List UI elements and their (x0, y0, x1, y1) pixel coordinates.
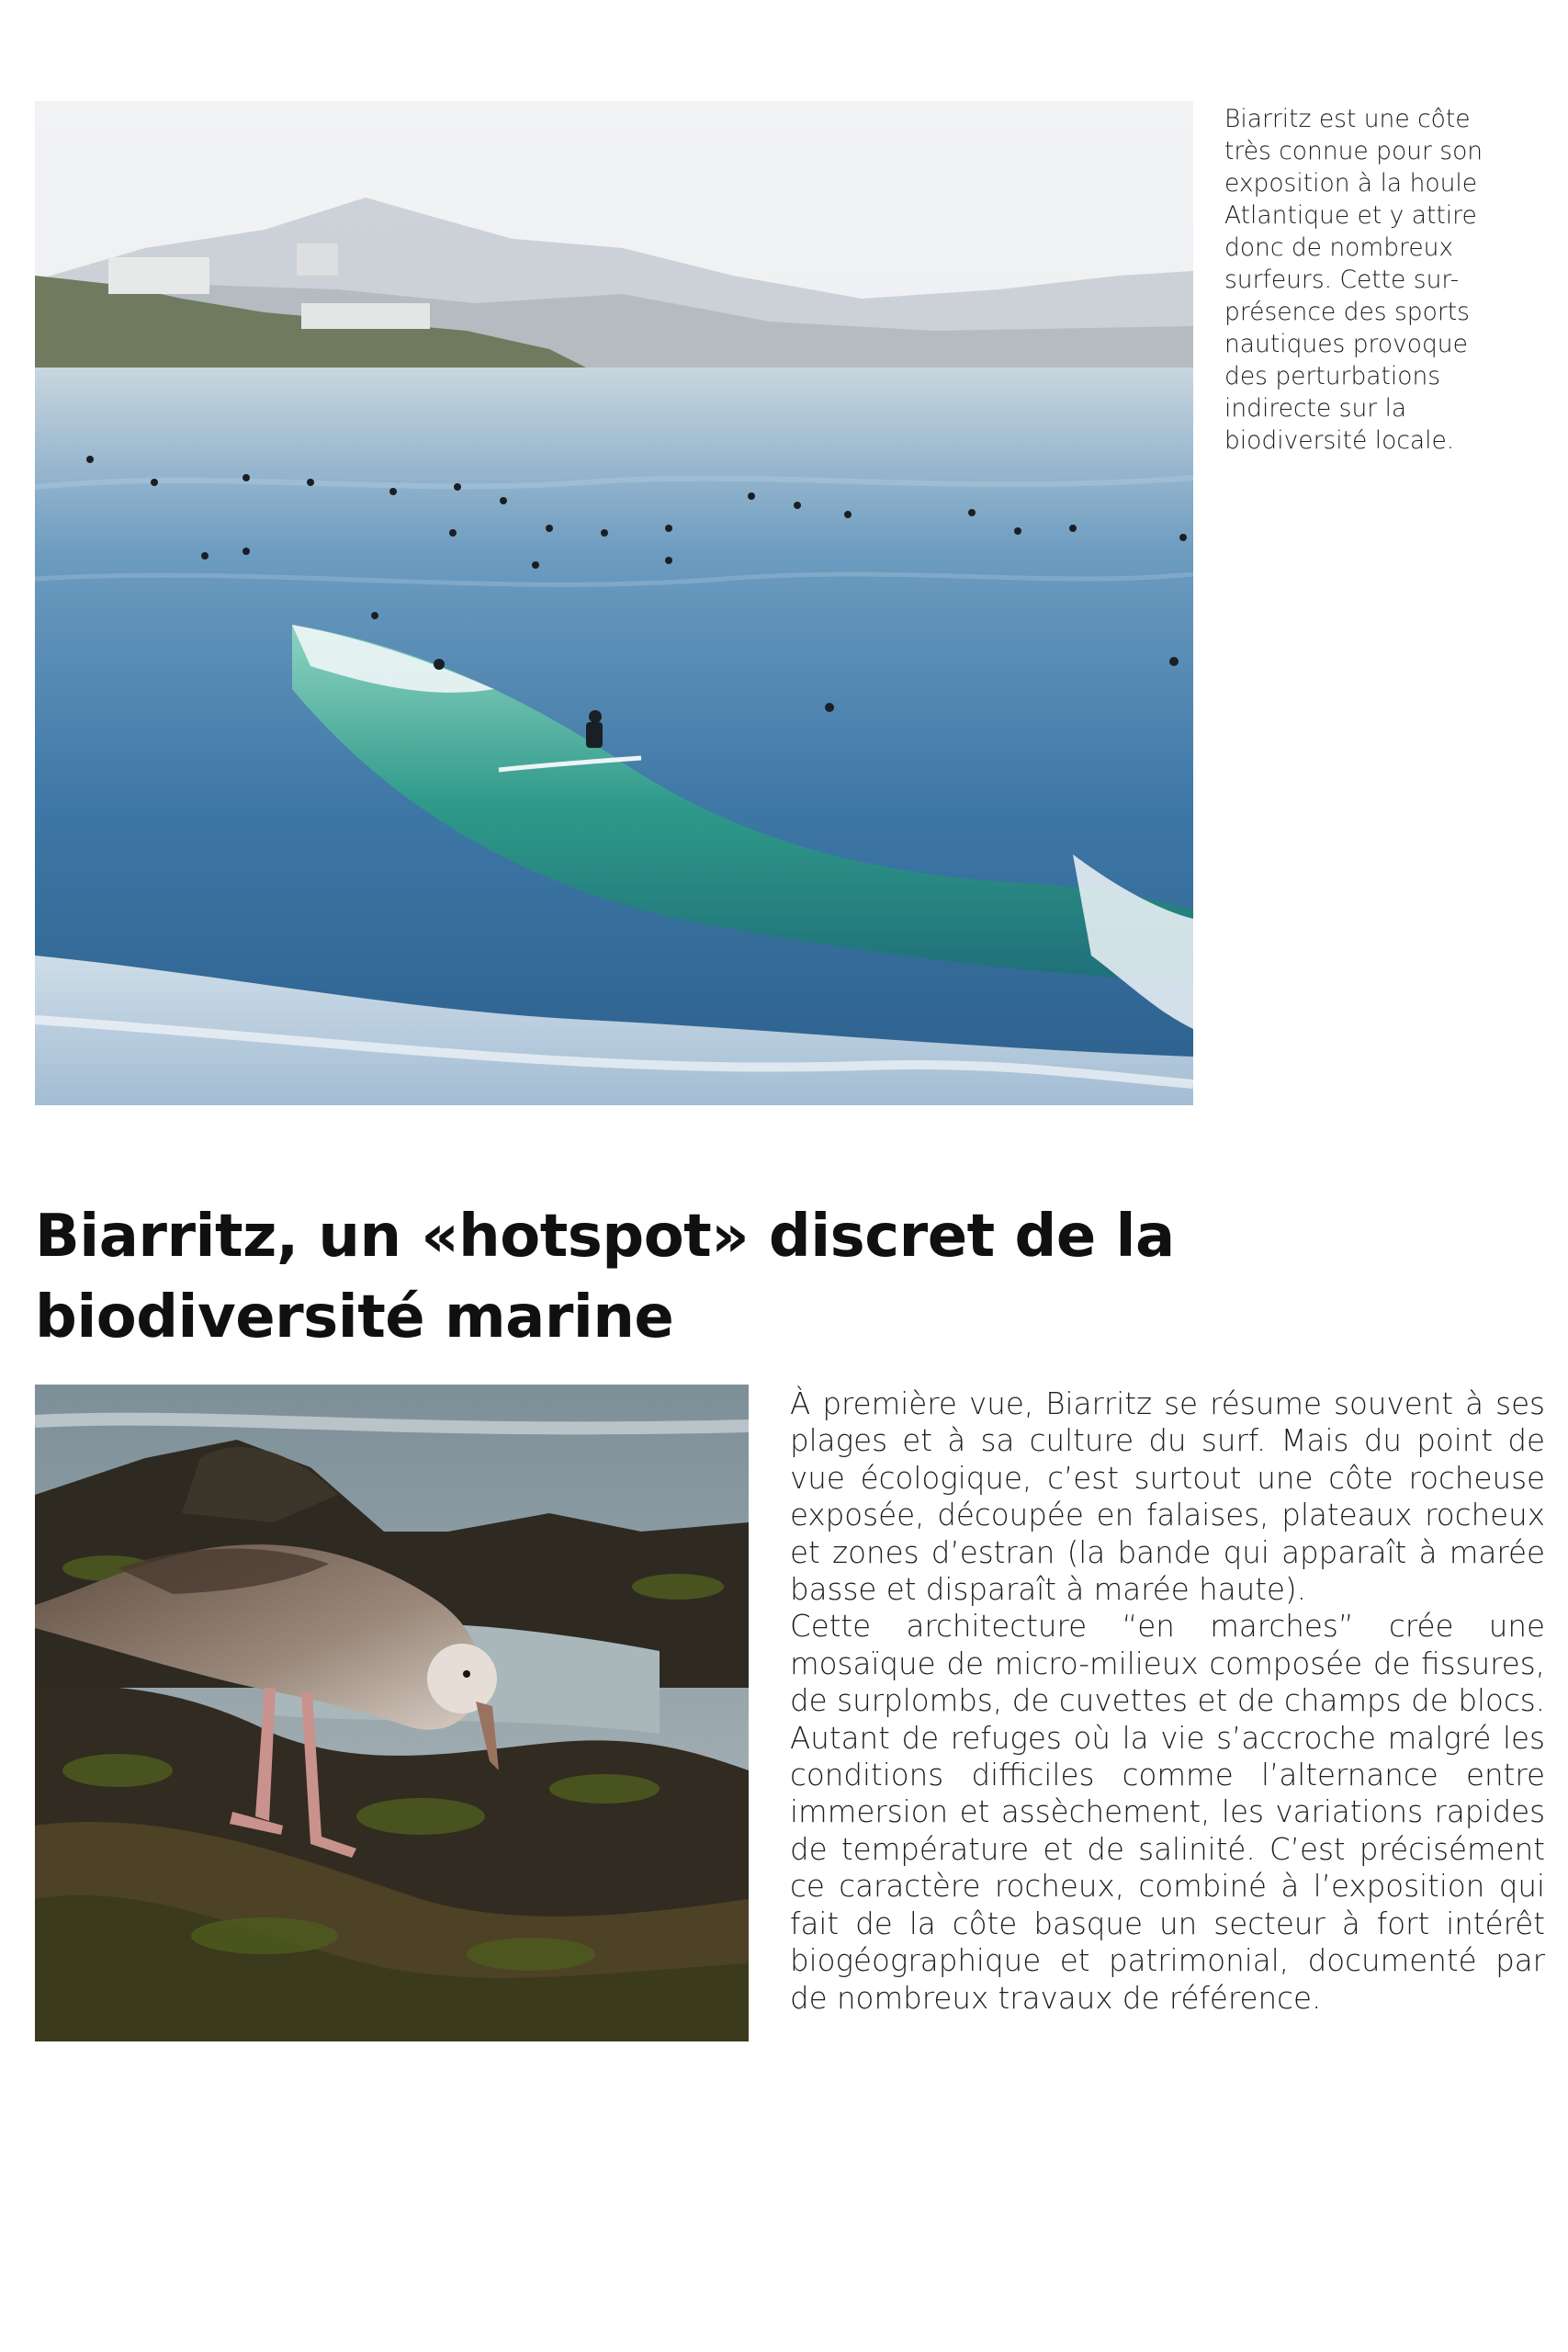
article-body (790, 1385, 1545, 2017)
surf-photo-image (35, 101, 1193, 1105)
seagull-photo-image (35, 1385, 749, 2041)
photo-caption: Biarritz est une côte très connue pour son exposition à la houle Atlantique et y attire donc de nombreux surfeurs. Cette sur- présence des sports nautiques provoque des perturbations indirecte sur la biodiversité locale. (1224, 105, 1483, 455)
article-title: Biarritz, un «hotspot» discret de la biodiversité marine (35, 1203, 1175, 1351)
paragraph-architecture: Cette architecture “en marches” crée une mosaïque de micro-milieux composée de fissures, de surplombs, de cuvettes et de champs de blocs. Autant de refuges où la vie s’accroche malgré les conditions difficiles comme l’alternance entre immersion et assèchement, les variations rapides de température et de salinité. C’est précisément ce caractère rocheux, combiné à l’exposition qui fait de la côte basque un secteur à fort intérêt biogéographique et patrimonial, documenté par de nombreux travaux de référence. (790, 1609, 1545, 2016)
seagull-photo (35, 1385, 749, 2041)
surf-photo (35, 101, 1193, 1105)
paragraph-intro: À première vue, Biarritz se résume souvent à ses plages et à sa culture du surf. Mais du point de vue écologique, c’est surtout une côte rocheuse exposée, découpée en falaises, plateaux rocheux et zones d’estran (la bande qui apparaît à marée basse et disparaît à marée haute). (790, 1386, 1545, 1608)
